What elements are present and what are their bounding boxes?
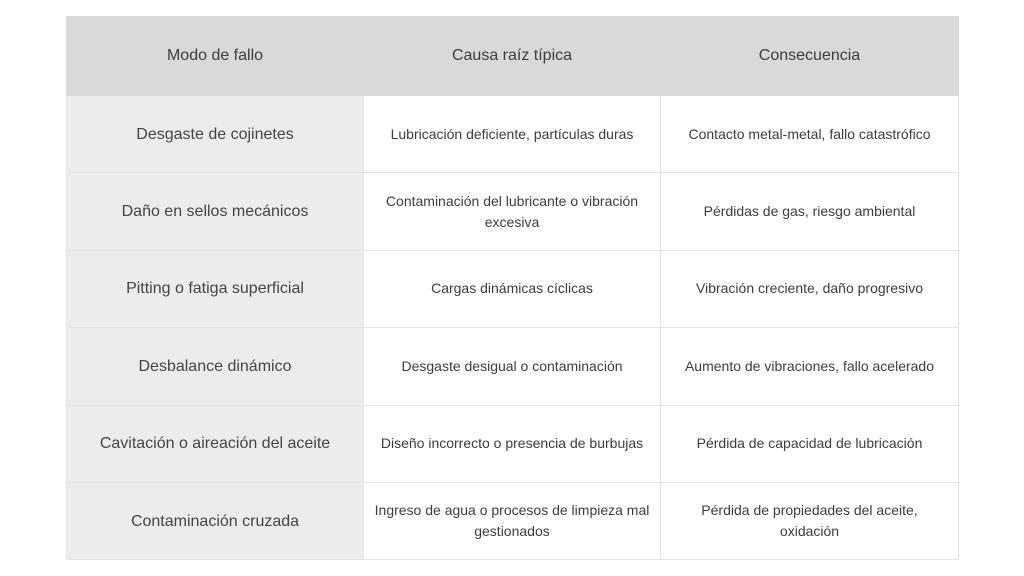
header-failure-mode: Modo de fallo	[67, 17, 364, 96]
consequence-cell: Pérdida de capacidad de lubricación	[661, 405, 959, 482]
failure-mode-cell: Desgaste de cojinetes	[67, 96, 364, 173]
table-row	[67, 250, 959, 327]
root-cause-cell: Lubricación deficiente, partículas duras	[364, 96, 661, 173]
failure-modes-table-container	[66, 16, 958, 560]
table-row	[67, 328, 959, 405]
failure-mode-cell: Daño en sellos mecánicos	[67, 173, 364, 250]
table-row	[67, 96, 959, 173]
root-cause-cell: Diseño incorrecto o presencia de burbujas	[364, 405, 661, 482]
consequence-cell: Pérdida de propiedades del aceite, oxidación	[661, 482, 959, 559]
table-row	[67, 405, 959, 482]
failure-mode-cell: Contaminación cruzada	[67, 482, 364, 559]
root-cause-cell: Ingreso de agua o procesos de limpieza mal gestionados	[364, 482, 661, 559]
consequence-cell: Pérdidas de gas, riesgo ambiental	[661, 173, 959, 250]
table-row	[67, 482, 959, 559]
root-cause-cell: Desgaste desigual o contaminación	[364, 328, 661, 405]
consequence-cell: Aumento de vibraciones, fallo acelerado	[661, 328, 959, 405]
consequence-cell: Contacto metal-metal, fallo catastrófico	[661, 96, 959, 173]
header-consequence: Consecuencia	[661, 17, 959, 96]
failure-mode-cell: Cavitación o aireación del aceite	[67, 405, 364, 482]
root-cause-cell: Contaminación del lubricante o vibración excesiva	[364, 173, 661, 250]
table-row	[67, 173, 959, 250]
failure-mode-cell: Desbalance dinámico	[67, 328, 364, 405]
consequence-cell: Vibración creciente, daño progresivo	[661, 250, 959, 327]
header-root-cause: Causa raíz típica	[364, 17, 661, 96]
root-cause-cell: Cargas dinámicas cíclicas	[364, 250, 661, 327]
table-header-row	[67, 17, 959, 96]
failure-modes-table	[66, 16, 959, 560]
failure-mode-cell: Pitting o fatiga superficial	[67, 250, 364, 327]
